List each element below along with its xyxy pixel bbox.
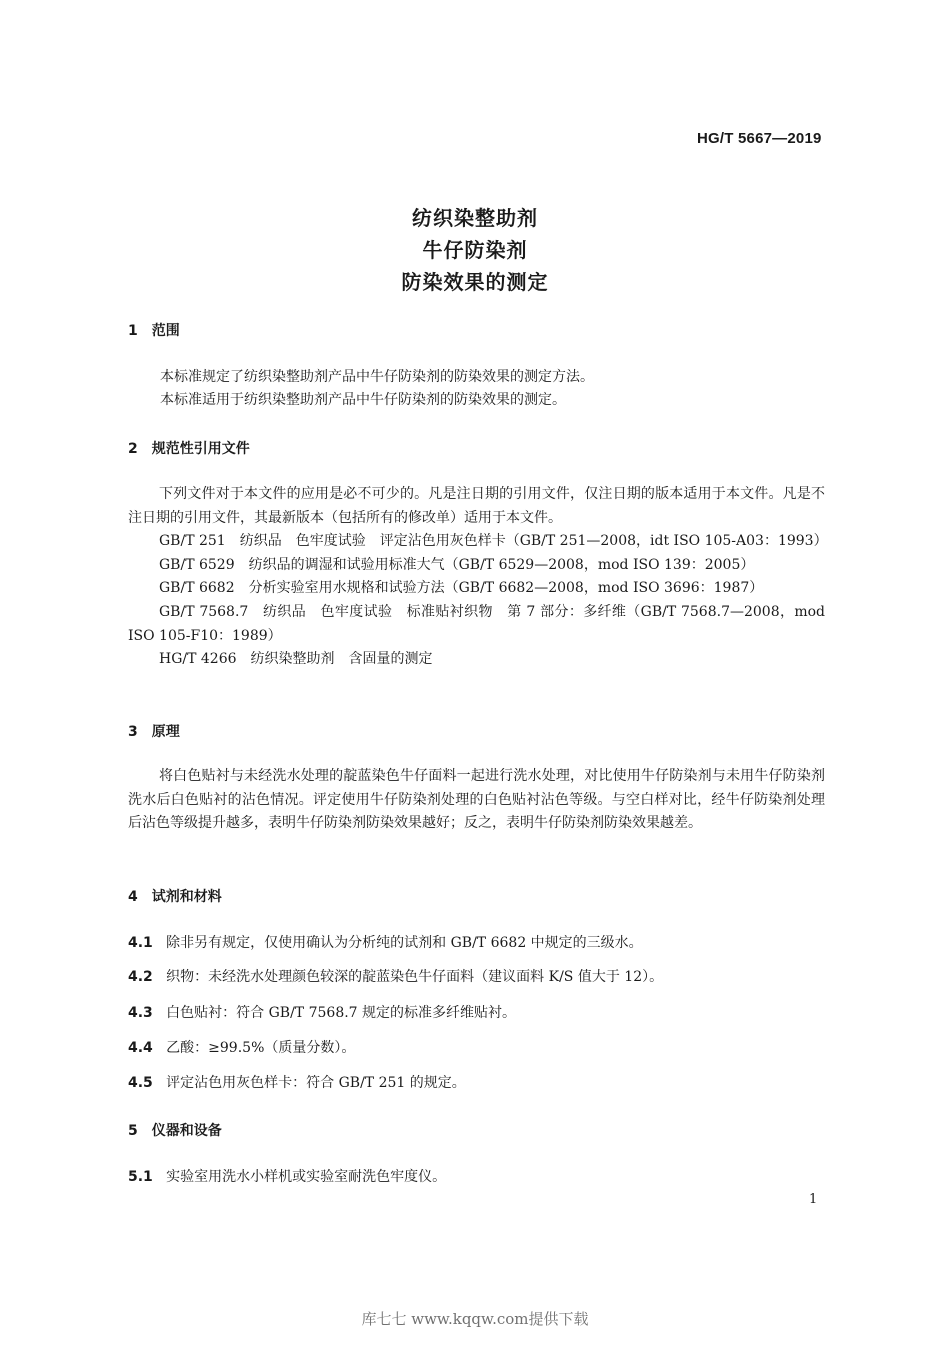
section-1-para-1: 本标准规定了纺织染整助剂产品中牛仔防染剂的防染效果的测定方法。: [160, 369, 594, 385]
item-number: 4.2: [128, 969, 153, 985]
list-item: [128, 1002, 516, 1025]
list-item: [128, 966, 663, 989]
item-text: 织物：未经洗水处理颜色较深的靛蓝染色牛仔面料（建议面料 K/S 值大于 12）。: [166, 969, 664, 985]
section-2-body: [128, 483, 828, 672]
section-5-heading: 5 仪器和设备: [128, 1123, 222, 1139]
title-line-1: 纺织染整助剂: [412, 206, 538, 230]
page-number: 1: [809, 1192, 818, 1207]
reference-item: GB/T 6682 分析实验室用水规格和试验方法（GB/T 6682—2008，mod ISO 3696：1987）: [159, 580, 764, 597]
section-1-para-2: 本标准适用于纺织染整助剂产品中牛仔防染剂的防染效果的测定。: [160, 392, 566, 408]
section-1-heading: 1 范围: [128, 323, 180, 339]
item-number: 4.1: [128, 935, 153, 951]
item-text: 实验室用洗水小样机或实验室耐洗色牢度仪。: [166, 1169, 447, 1185]
download-footer: 库七七 www.kqqw.com提供下载: [361, 1310, 589, 1328]
item-number: 4.5: [128, 1075, 153, 1091]
list-item: [128, 1072, 466, 1095]
item-number: 5.1: [128, 1169, 153, 1185]
section-2-heading: 2 规范性引用文件: [128, 441, 250, 457]
list-item: [128, 932, 643, 955]
reference-item: GB/T 7568.7 纺织品 色牢度试验 标准贴衬织物 第 7 部分：多纤维（GB/T 7568.7—2008，mod ISO 105-F10：1989）: [128, 603, 825, 644]
section-3-para: 将白色贴衬与未经洗水处理的靛蓝染色牛仔面料一起进行洗水处理，对比使用牛仔防染剂与未用牛仔防染剂洗水后白色贴衬的沾色情况。评定使用牛仔防染剂处理的白色贴衬沾色等级。与空白样对比，经牛仔防染剂处理后沾色等级提升越多，表明牛仔防染剂防染效果越好；反之，表明牛仔防染剂防染效果越差。: [128, 768, 825, 832]
reference-item: HG/T 4266 纺织染整助剂 含固量的测定: [159, 651, 433, 668]
item-text: 白色贴衬：符合 GB/T 7568.7 规定的标准多纤维贴衬。: [166, 1005, 517, 1021]
item-text: 乙酸：≥99.5%（质量分数）。: [166, 1040, 356, 1056]
item-text: 除非另有规定，仅使用确认为分析纯的试剂和 GB/T 6682 中规定的三级水。: [166, 935, 643, 951]
standard-code: HG/T 5667—2019: [697, 130, 822, 147]
document-title: [0, 202, 950, 298]
section-2-intro: 下列文件对于本文件的应用是必不可少的。凡是注日期的引用文件，仅注日期的版本适用于本文件。凡是不注日期的引用文件，其最新版本（包括所有的修改单）适用于本文件。: [128, 486, 825, 526]
section-3-body: [128, 765, 825, 836]
section-4-heading: 4 试剂和材料: [128, 889, 222, 905]
item-text: 评定沾色用灰色样卡：符合 GB/T 251 的规定。: [166, 1075, 466, 1091]
list-item: [128, 1037, 355, 1060]
item-number: 4.4: [128, 1040, 153, 1056]
title-line-2: 牛仔防染剂: [422, 238, 528, 262]
section-3-heading: 3 原理: [128, 724, 180, 740]
reference-item: GB/T 6529 纺织品的调湿和试验用标准大气（GB/T 6529—2008，mod ISO 139：2005）: [159, 556, 755, 573]
list-item: [128, 1166, 446, 1189]
item-number: 4.3: [128, 1005, 153, 1021]
reference-item: GB/T 251 纺织品 色牢度试验 评定沾色用灰色样卡（GB/T 251—2008，idt ISO 105-A03：1993）: [159, 533, 828, 550]
title-line-3: 防染效果的测定: [401, 270, 549, 294]
